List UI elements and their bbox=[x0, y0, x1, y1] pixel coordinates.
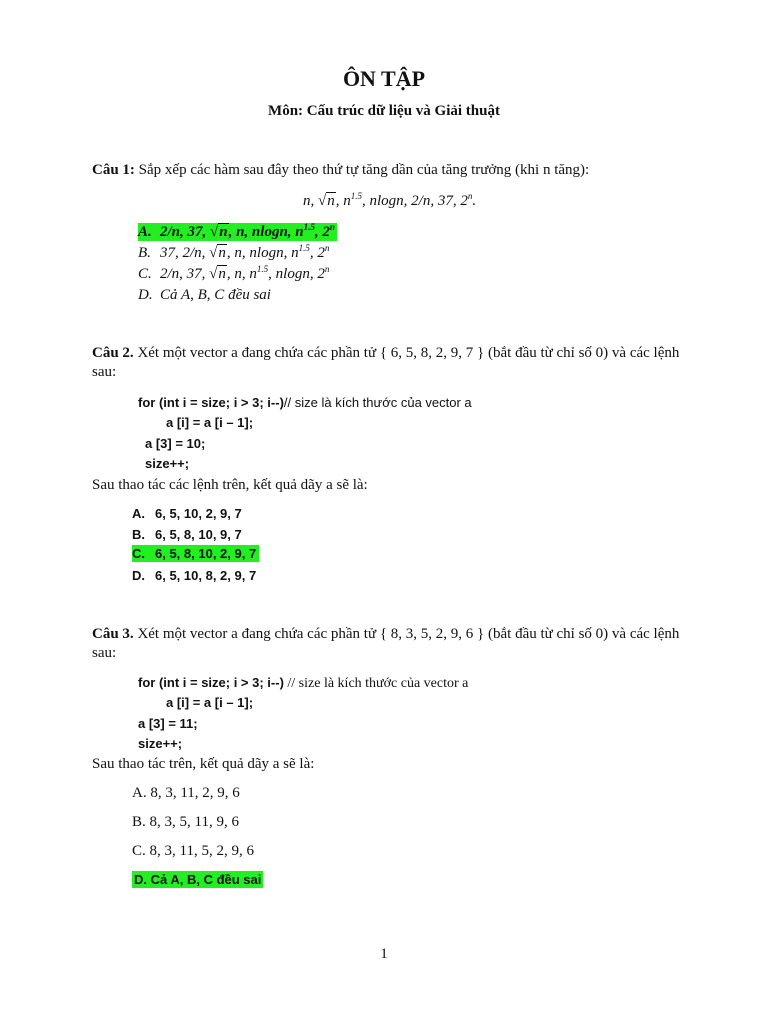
question-3-after: Sau thao tác trên, kết quả dãy a sẽ là: bbox=[92, 756, 315, 772]
question-1-label: Câu 1: bbox=[92, 162, 135, 178]
question-1-text: Sắp xếp các hàm sau đây theo thứ tự tăng dần của tăng trưởng (khi n tăng): bbox=[134, 162, 590, 178]
code-line: a [3] = 10; bbox=[145, 436, 206, 451]
question-1 bbox=[92, 162, 589, 179]
question-3-text-cont: sau: bbox=[92, 645, 117, 661]
question-2-text-cont: sau: bbox=[92, 364, 117, 380]
question-3 bbox=[92, 626, 679, 643]
question-3-text: Xét một vector a đang chứa các phần tử { 8, 3, 5, 2, 9, 6 } (bắt đầu từ chỉ số 0) và các lệnh bbox=[133, 626, 680, 642]
question-2-label: Câu 2. bbox=[92, 345, 134, 361]
question-1-option-d[interactable]: D. Cả A, B, C đều sai bbox=[138, 287, 271, 303]
question-2-option-b[interactable]: B. 6, 5, 8, 10, 9, 7 bbox=[132, 527, 242, 542]
question-1-formula: n, √n, $n^{1.5}$, nlogn, 2/n, 37, 2$^n$. bbox=[303, 191, 477, 209]
code-line: for (int i = size; i > 3; i--) // size là kích thước của vector a bbox=[138, 675, 469, 691]
code-line: size++; bbox=[138, 736, 183, 751]
question-1-option-c[interactable]: C. 2/n, 37, √n, n, $n^{1.5}$, nlogn, 2$^n$ bbox=[138, 264, 330, 282]
question-2-option-c[interactable]: C. 6, 5, 8, 10, 2, 9, 7 bbox=[132, 546, 259, 561]
question-2-option-d[interactable]: D. 6, 5, 10, 8, 2, 9, 7 bbox=[132, 568, 257, 583]
code-line: for (int i = size; i > 3; i--)// size là kích thước của vector a bbox=[138, 395, 472, 410]
code-line: a [3] = 11; bbox=[138, 716, 198, 731]
sqrt-symbol: √n bbox=[318, 193, 335, 209]
question-2 bbox=[92, 345, 679, 362]
page-subtitle: Môn: Cấu trúc dữ liệu và Giải thuật bbox=[268, 103, 500, 119]
question-3-label: Câu 3. bbox=[92, 626, 134, 642]
question-3-option-b[interactable]: B. 8, 3, 5, 11, 9, 6 bbox=[132, 814, 239, 830]
page-number: 1 bbox=[380, 946, 388, 962]
code-line: a [i] = a [i – 1]; bbox=[166, 695, 254, 710]
question-2-text: Xét một vector a đang chứa các phần tử { 6, 5, 8, 2, 9, 7 } (bắt đầu từ chỉ số 0) và các lệnh bbox=[133, 345, 680, 361]
code-line: a [i] = a [i – 1]; bbox=[166, 415, 254, 430]
code-line: size++; bbox=[145, 456, 190, 471]
question-1-option-a[interactable]: A. 2/n, 37, √n, n, nlogn, $n^{1.5}$, 2$^n$ bbox=[138, 222, 335, 240]
question-2-after: Sau thao tác các lệnh trên, kết quả dãy a sẽ là: bbox=[92, 477, 368, 493]
question-3-option-c[interactable]: C. 8, 3, 11, 5, 2, 9, 6 bbox=[132, 843, 254, 859]
page-title: ÔN TẬP bbox=[342, 66, 426, 91]
question-3-option-a[interactable]: A. 8, 3, 11, 2, 9, 6 bbox=[132, 785, 240, 801]
question-2-option-a[interactable]: A. 6, 5, 10, 2, 9, 7 bbox=[132, 506, 242, 521]
question-3-option-d[interactable]: D. Cả A, B, C đều sai bbox=[134, 872, 262, 887]
question-1-option-b[interactable]: B. 37, 2/n, √n, n, nlogn, $n^{1.5}$, 2$^n$ bbox=[138, 243, 330, 261]
